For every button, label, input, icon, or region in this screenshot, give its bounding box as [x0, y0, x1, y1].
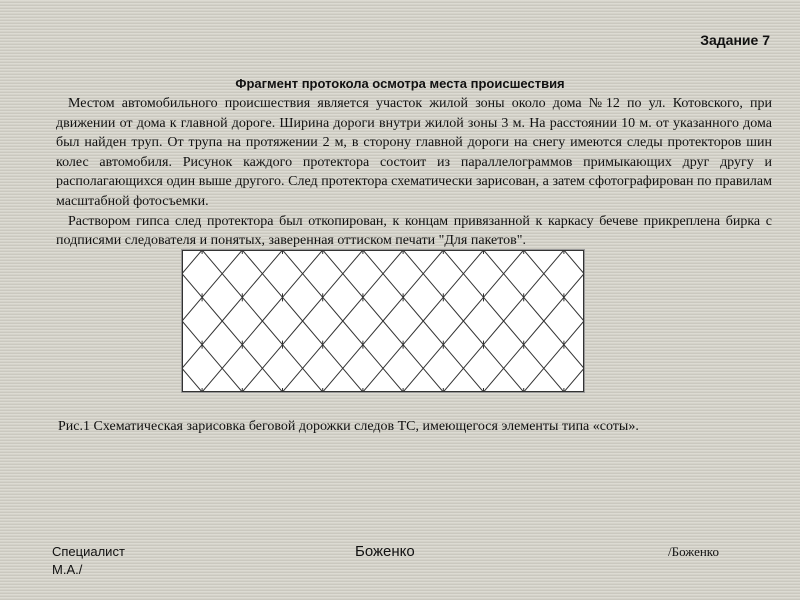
tread-edge: [323, 345, 343, 369]
tread-edge: [544, 345, 564, 369]
tread-edge: [383, 274, 403, 298]
tread-edge: [443, 321, 463, 345]
signature-initials: М.А./: [52, 562, 83, 577]
signature-role-label: Специалист: [52, 544, 125, 559]
tread-edge: [423, 250, 443, 274]
tread-edge: [262, 345, 282, 369]
tread-edge: [202, 368, 222, 392]
tread-edge: [182, 345, 202, 369]
tread-edge: [283, 250, 303, 274]
tread-edge: [303, 297, 323, 321]
tread-edge: [343, 250, 363, 274]
tread-edge: [544, 368, 564, 392]
tread-edge: [242, 321, 262, 345]
tread-edge: [504, 297, 524, 321]
tread-edge: [403, 345, 423, 369]
signature-role: [52, 543, 162, 579]
tread-edge: [182, 274, 202, 298]
tread-edge: [363, 274, 383, 298]
tread-edge: [222, 321, 242, 345]
tread-edge: [303, 274, 323, 298]
tread-edge: [443, 368, 463, 392]
tread-edge: [564, 345, 584, 369]
tread-edge: [343, 345, 363, 369]
tread-edge: [182, 368, 202, 392]
paragraph-1: Местом автомобильного происшествия является участок жилой зоны около дома №12 по ул. Котовского, при движении от дома к главной дороге. Ширина дороги внутри жилой зоны 3 м. На расстоянии 10 м. от указанного дома был найден труп. От трупа на протяжении 2 м, в сторону главной дороги на снегу имеются следы протекторов шин колес автомобиля. Рисунок каждого протектора состоит из параллелограммов примыкающих друг другу и располагающихся один выше другого. След протектора схематически зарисован, а затем сфотографирован по правилам масштабной фотосъемки.: [56, 96, 772, 209]
tread-edge: [484, 274, 504, 298]
tread-edge: [363, 345, 383, 369]
tread-edge: [564, 297, 584, 321]
tread-edge: [403, 274, 423, 298]
tread-edge: [262, 250, 282, 274]
tread-edge: [383, 297, 403, 321]
tread-edge: [423, 274, 443, 298]
tread-edge: [524, 274, 544, 298]
tread-edge: [524, 321, 544, 345]
tread-edge: [383, 368, 403, 392]
tread-edge: [262, 274, 282, 298]
tread-edge: [363, 321, 383, 345]
tread-edge: [343, 321, 363, 345]
tread-edge: [544, 250, 564, 274]
tread-edge: [423, 297, 443, 321]
tread-edge: [242, 250, 262, 274]
tread-edge: [443, 274, 463, 298]
tread-edge: [463, 250, 483, 274]
tread-edge: [242, 274, 262, 298]
tread-edge: [463, 297, 483, 321]
tread-edge: [443, 345, 463, 369]
tread-edge: [463, 321, 483, 345]
tread-edge: [182, 250, 202, 274]
tread-edge: [283, 321, 303, 345]
tread-edge: [383, 345, 403, 369]
tread-edge: [323, 250, 343, 274]
tread-edge: [443, 250, 463, 274]
tread-edge: [484, 321, 504, 345]
tread-edge: [343, 297, 363, 321]
tread-edge: [283, 274, 303, 298]
tread-edge: [423, 345, 443, 369]
tread-edge: [423, 321, 443, 345]
tread-pattern-svg: [182, 250, 584, 392]
tread-edge: [262, 368, 282, 392]
tread-edge: [524, 345, 544, 369]
tread-edge: [363, 368, 383, 392]
task-label: Задание 7: [700, 32, 770, 48]
tread-edge: [544, 321, 564, 345]
tread-edge: [343, 274, 363, 298]
tread-edge: [202, 297, 222, 321]
tread-edge: [222, 368, 242, 392]
tread-edge: [484, 345, 504, 369]
tread-edge: [202, 321, 222, 345]
tread-edge: [524, 368, 544, 392]
tread-edge: [383, 321, 403, 345]
tread-edge: [323, 368, 343, 392]
tread-edge: [484, 368, 504, 392]
tread-edge: [222, 297, 242, 321]
tread-edge: [242, 368, 262, 392]
tread-edge: [504, 345, 524, 369]
tread-edge: [463, 345, 483, 369]
tread-edge: [463, 368, 483, 392]
tread-edge: [403, 297, 423, 321]
figure-caption: Рис.1 Схематическая зарисовка беговой дорожки следов ТС, имеющегося элементы типа «соты».: [58, 419, 639, 434]
tread-edge: [403, 368, 423, 392]
tread-edge: [524, 250, 544, 274]
tread-edge: [222, 250, 242, 274]
tread-edge: [323, 321, 343, 345]
tread-edge: [283, 345, 303, 369]
tread-edge: [484, 297, 504, 321]
tread-edge: [363, 297, 383, 321]
tread-edge: [363, 250, 383, 274]
tread-edge: [403, 321, 423, 345]
tread-edge: [202, 274, 222, 298]
tread-edge: [283, 297, 303, 321]
tread-sketch: [182, 250, 584, 392]
tread-edge: [222, 345, 242, 369]
tread-edge: [303, 321, 323, 345]
tread-edge: [182, 297, 202, 321]
tread-edge: [443, 297, 463, 321]
tread-edge: [564, 274, 584, 298]
document-title: Фрагмент протокола осмотра места происшествия: [235, 76, 565, 91]
tread-edge: [504, 368, 524, 392]
protocol-text: [56, 94, 772, 251]
paragraph-2: Раствором гипса след протектора был откопирован, к концам привязанной к каркасу бечеве прикреплена бирка с подписями следователя и понятых, заверенная оттиском печати "Для пакетов".: [56, 213, 772, 249]
tread-edge: [504, 250, 524, 274]
tread-edge: [303, 345, 323, 369]
tread-edge: [283, 368, 303, 392]
tread-edge: [182, 321, 202, 345]
tread-edge: [403, 250, 423, 274]
tread-edge: [544, 297, 564, 321]
tread-edge: [564, 321, 584, 345]
tread-edge: [504, 321, 524, 345]
tread-edge: [262, 321, 282, 345]
tread-edge: [242, 345, 262, 369]
tread-edge: [423, 368, 443, 392]
tread-edge: [222, 274, 242, 298]
tread-edge: [303, 368, 323, 392]
tread-edge: [383, 250, 403, 274]
tread-edge: [202, 250, 222, 274]
signature-name: Боженко: [355, 543, 415, 560]
tread-edge: [564, 250, 584, 274]
tread-edge: [544, 274, 564, 298]
tread-edge: [303, 250, 323, 274]
tread-edge: [504, 274, 524, 298]
tread-edge: [484, 250, 504, 274]
tread-edge: [463, 274, 483, 298]
tread-edge: [564, 368, 584, 392]
tread-edge: [262, 297, 282, 321]
tread-edge: [323, 297, 343, 321]
tread-edge: [343, 368, 363, 392]
tread-edge: [323, 274, 343, 298]
tread-edge: [202, 345, 222, 369]
tread-edge: [524, 297, 544, 321]
tread-edge: [242, 297, 262, 321]
signature-name-right: /Боженко: [668, 544, 719, 559]
